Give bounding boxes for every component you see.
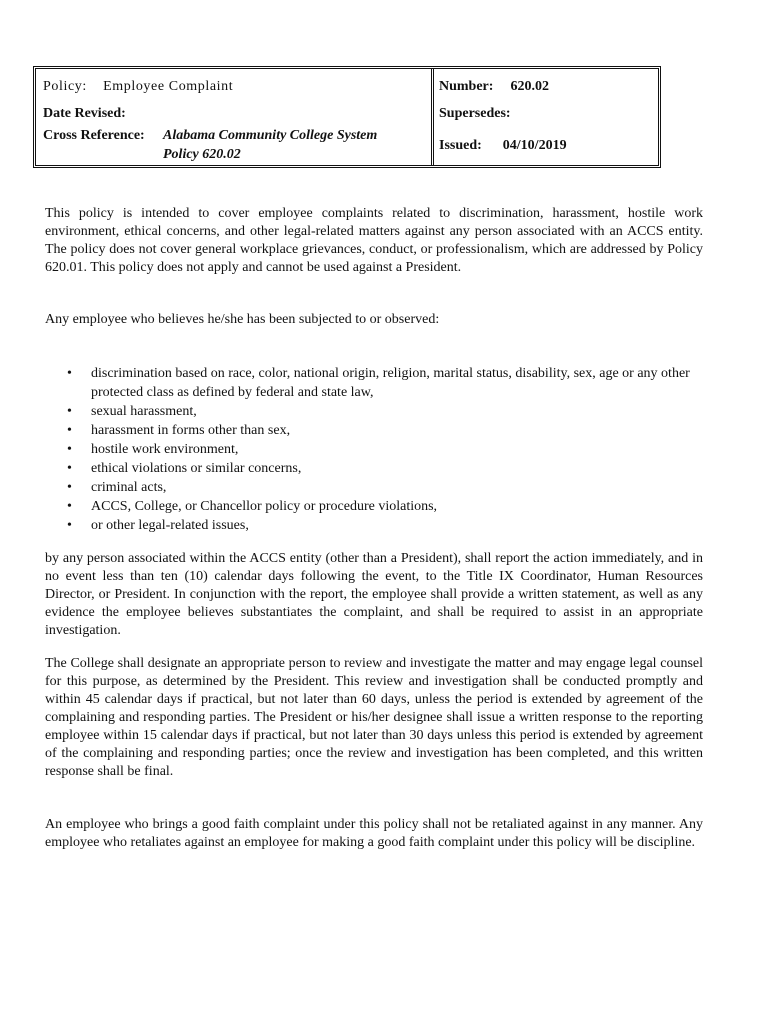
list-item: • harassment in forms other than sex, xyxy=(67,423,291,438)
supersedes-label: Supersedes: xyxy=(439,106,511,121)
bullet-icon: • xyxy=(67,480,72,495)
issued-label: Issued: xyxy=(439,138,482,153)
reporting-paragraph: by any person associated within the ACCS entity (other than a President), shall report the action immediately, and in no event less than ten (10) calendar days following the event, to the Title IX Coordinator, Human Resources Director, or President. In conjunction with the report, the employee shall provide a written statement, as well as any evidence the employee believes substantiates the complaint, and shall be required to assist in an appropriate investigation. xyxy=(45,551,703,638)
list-item: • or other legal-related issues, xyxy=(67,518,249,533)
violation-list xyxy=(45,364,703,535)
bullet-icon: • xyxy=(67,366,72,381)
review-paragraph: The College shall designate an appropriate person to review and investigate the matter and may engage legal counsel for this purpose, as determined by the President. This review and investigation shall be conducted promptly and within 45 calendar days if practical, but not later than 60 days, unless the period is extended by agreement of the complaining and responding parties. The President or his/her designee shall issue a written response to the reporting employee within 15 calendar days if practical, but not later than 30 days unless this period is extended by agreement of the complaining and responding parties; once the review and investigation has been completed, and this written response shall be final. xyxy=(45,656,703,779)
lead-in-paragraph: Any employee who believes he/she has been subjected to or observed: xyxy=(45,312,440,327)
number-row xyxy=(439,79,549,95)
cross-reference-line1: Alabama Community College System xyxy=(163,128,378,143)
list-item: • sexual harassment, xyxy=(67,404,197,419)
bullet-icon: • xyxy=(67,404,72,419)
bullet-icon: • xyxy=(67,499,72,514)
policy-header-table xyxy=(33,66,661,168)
policy-label: Policy: xyxy=(43,79,87,94)
list-item: • criminal acts, xyxy=(67,480,167,495)
list-item: • ACCS, College, or Chancellor policy or procedure violations, xyxy=(67,499,438,514)
header-divider xyxy=(431,69,434,165)
issued-value: 04/10/2019 xyxy=(502,138,567,153)
list-item: • hostile work environment, xyxy=(67,442,239,457)
number-label: Number: xyxy=(439,79,494,94)
issued-row xyxy=(439,138,567,154)
bullet-icon: • xyxy=(67,442,72,457)
cross-reference-label: Cross Reference: xyxy=(43,128,145,143)
policy-title: Employee Complaint xyxy=(103,79,234,94)
date-revised-label: Date Revised: xyxy=(43,106,126,121)
bullet-icon: • xyxy=(67,461,72,476)
bullet-icon: • xyxy=(67,423,72,438)
list-item: • ethical violations or similar concerns, xyxy=(67,461,302,476)
intro-paragraph: This policy is intended to cover employee complaints related to discrimination, harassment, hostile work environment, ethical concerns, and other legal-related matters against any person associated with an ACCS entity. The policy does not cover general workplace grievances, conduct, or professionalism, which are addressed by Policy 620.01. This policy does not apply and cannot be used against a President. xyxy=(45,206,703,275)
number-value: 620.02 xyxy=(510,79,549,94)
retaliation-paragraph: An employee who brings a good faith complaint under this policy shall not be retaliated against in any manner. Any employee who retaliates against an employee for making a good faith complaint under this policy will be discipline. xyxy=(45,817,703,850)
cross-reference-line2: Policy 620.02 xyxy=(163,147,241,162)
policy-title-row xyxy=(43,79,233,95)
bullet-icon: • xyxy=(67,518,72,533)
list-item: • discrimination based on race, color, national origin, religion, marital status, disability, sex, age or any other protected class as defined by federal and state law, xyxy=(67,366,690,400)
